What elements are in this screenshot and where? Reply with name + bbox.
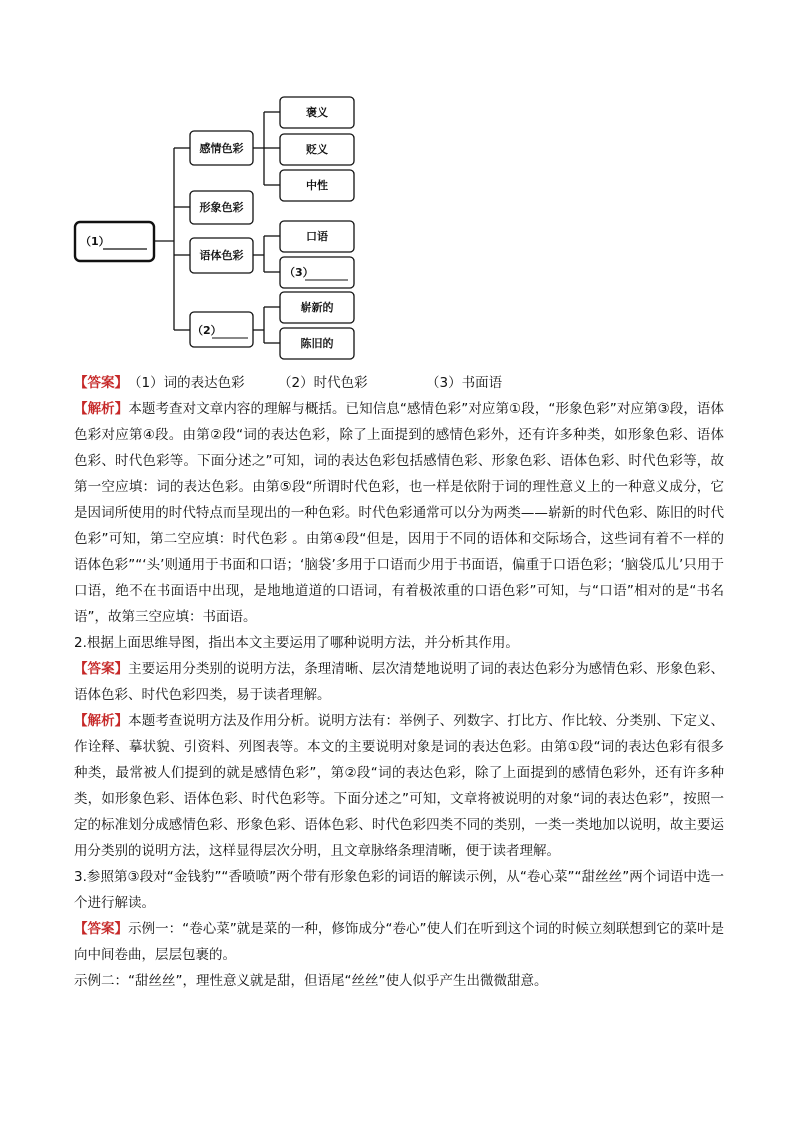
answer-item-1: （1）词的表达色彩 xyxy=(128,375,245,391)
answer-tag: 【答案】 xyxy=(74,375,128,391)
leaf-commend: 褒义 xyxy=(306,106,328,119)
analysis-tag: 【解析】 xyxy=(74,401,129,417)
q1-analysis xyxy=(74,396,724,630)
answer-tag: 【答案】 xyxy=(74,661,129,677)
answer-item-3: （3）书面语 xyxy=(426,375,503,391)
answer-text: 主要运用分类别的说明方法，条理清晰、层次清楚地说明了词的表达色彩分为感情色彩、形象色彩、语体色彩、时代色彩四类，易于读者理解。 xyxy=(74,661,725,703)
leaf-blank3: （3） xyxy=(284,266,314,279)
q1-answer xyxy=(74,370,724,396)
mind-map xyxy=(0,0,794,370)
example-1: 示例一：“卷心菜”就是菜的一种，修饰成分“卷心”使人们在听到这个词的时候立刻联想到它的菜叶是向中间卷曲，层层包裹的。 xyxy=(74,921,725,963)
leaf-old: 陈旧的 xyxy=(300,337,334,350)
analysis-text: 本题考查说明方法及作用分析。说明方法有：举例子、列数字、打比方、作比较、分类别、下定义、作诠释、摹状貌、引资料、列图表等。本文的主要说明对象是词的表达色彩。由第①段“词的表达色彩有很多种类，最常被人们提到的就是感情色彩”，第②段“词的表达色彩，除了上面提到的感情色彩外，还有许多种类，如形象色彩、语体色彩、时代色彩等。下面分述之”可知，文章将被说明的对象“词的表达色彩”，按照一定的标准划分成感情色彩、形象色彩、语体色彩、时代色彩四类不同的类别，一类一类地加以说明，故主要运用分类别的说明方法，这样显得层次分明，且文章脉络条理清晰，便于读者理解。 xyxy=(74,713,725,859)
leaf-oral: 口语 xyxy=(306,230,328,243)
root-label: （1） xyxy=(80,235,110,248)
node-register: 语体色彩 xyxy=(199,249,244,262)
analysis-tag: 【解析】 xyxy=(74,713,129,729)
q3-example-2: 示例二：“甜丝丝”，理性意义就是甜，但语尾“丝丝”使人似乎产生出微微甜意。 xyxy=(74,973,548,989)
q3-answer xyxy=(74,916,724,968)
analysis-text: 本题考查对文章内容的理解与概括。已知信息“感情色彩”对应第①段，“形象色彩”对应第③段，语体色彩对应第④段。由第②段“词的表达色彩，除了上面提到的感情色彩外，还有许多种类，如形象色彩、语体色彩、时代色彩等。下面分述之”可知，词的表达色彩包括感情色彩、形象色彩、语体色彩、时代色彩等，故第一空应填：词的表达色彩。由第⑤段“所谓时代色彩，也一样是依附于词的理性意义上的一种意义成分，它是因词所使用的时代特点而呈现出的一种色彩。时代色彩通常可以分为两类——崭新的时代色彩、陈旧的时代色彩”可知，第二空应填：时代色彩 。由第④段“但是，因用于不同的语体和交际场合，这些词有着不一样的语体色彩”“‘头’则通用于书面和口语；‘脑袋’多用于口语而少用于书面语，偏重于口语色彩；‘脑袋瓜儿’只用于口语，绝不在书面语中出现，是地地道道的口语词，有着极浓重的口语色彩”可知，与“口语”相对的是“书名语”，故第三空应填：书面语。 xyxy=(74,401,724,625)
q2-analysis xyxy=(74,708,724,864)
q3-question: 3.参照第③段对“金钱豹”“香喷喷”两个带有形象色彩的词语的解读示例，从“卷心菜”“甜丝丝”两个词语中选一个进行解读。 xyxy=(74,869,724,911)
document-body xyxy=(74,370,724,994)
leaf-new: 崭新的 xyxy=(300,301,334,314)
node-blank2: （2） xyxy=(192,324,222,337)
node-emotion: 感情色彩 xyxy=(199,142,244,155)
leaf-neutral: 中性 xyxy=(306,179,328,192)
answer-item-2: （2）时代色彩 xyxy=(278,375,368,391)
q2-answer xyxy=(74,656,724,708)
node-image: 形象色彩 xyxy=(199,201,244,214)
answer-tag: 【答案】 xyxy=(74,921,129,937)
leaf-derogatory: 贬义 xyxy=(306,143,328,156)
q2-question: 2.根据上面思维导图，指出本文主要运用了哪种说明方法，并分析其作用。 xyxy=(74,635,519,651)
